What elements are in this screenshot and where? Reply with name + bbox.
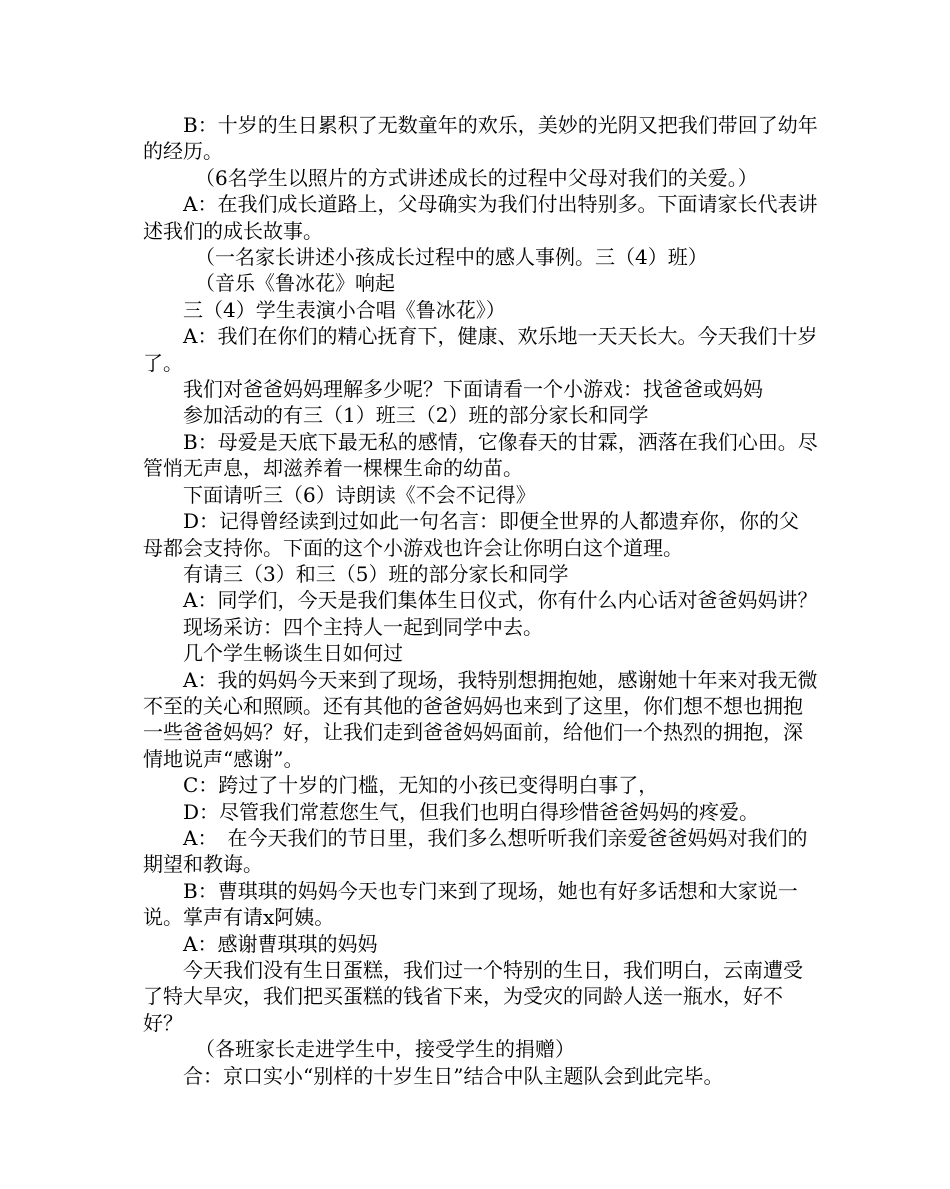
paragraph: 下面请听三（6）诗朗读《不会不记得》: [183, 482, 536, 507]
stage-direction: （音乐《鲁冰花》响起: [195, 271, 395, 296]
paragraph: 现场采访：四个主持人一起到同学中去。: [183, 614, 543, 639]
paragraph: 今天我们没有生日蛋糕，我们过一个特别的生日，我们明白，云南遭受了特大旱灾，我们把买蛋糕的钱省下来，为受灾的同龄人送一瓶水，好不好？: [143, 958, 803, 1035]
document-body: [143, 112, 818, 1089]
paragraph: D：记得曾经读到过如此一句名言：即便全世界的人都遗弃你，你的父母都会支持你。下面的这个小游戏也许会让你明白这个道理。: [143, 509, 800, 560]
paragraph: A：在我们成长道路上，父母确实为我们付出特别多。下面请家长代表讲述我们的成长故事。: [143, 192, 818, 243]
paragraph: 我们对爸爸妈妈理解多少呢？下面请看一个小游戏：找爸爸或妈妈: [183, 377, 763, 402]
paragraph: B：十岁的生日累积了无数童年的欢乐，美妙的光阴又把我们带回了幼年的经历。: [143, 113, 818, 164]
stage-direction: （一名家长讲述小孩成长过程中的感人事例。三（4）班）: [195, 245, 708, 270]
stage-direction: （各班家长走进学生中，接受学生的捐赠）: [195, 1037, 575, 1062]
stage-direction: （6名学生以照片的方式讲述成长的过程中父母对我们的关爱。）: [195, 165, 758, 190]
paragraph: A： 在今天我们的节日里，我们多么想听听我们亲爱爸爸妈妈对我们的期望和教诲。: [143, 825, 808, 877]
paragraph: B：曹琪琪的妈妈今天也专门来到了现场，她也有好多话想和大家说一说。掌声有请x阿姨。: [143, 878, 798, 930]
paragraph: 参加活动的有三（1）班三（2）班的部分家长和同学: [183, 403, 649, 428]
paragraph: 几个学生畅谈生日如何过: [183, 641, 403, 666]
paragraph: 合：京口实小“别样的十岁生日”结合中队主题队会到此完毕。: [183, 1063, 724, 1088]
paragraph: 有请三（3）和三（5）班的部分家长和同学: [183, 561, 569, 586]
paragraph: A：我的妈妈今天来到了现场，我特别想拥抱她，感谢她十年来对我无微不至的关心和照顾。还有其他的爸爸妈妈也来到了这里，你们想不想也拥抱一些爸爸妈妈？好，让我们走到爸爸妈妈面前，给他们一个热烈的拥抱，深情地说声“感谢”。: [143, 667, 818, 771]
paragraph: C：跨过了十岁的门槛，无知的小孩已变得明白事了，: [183, 773, 659, 798]
paragraph: B：母爱是天底下最无私的感情，它像春天的甘霖，洒落在我们心田。尽管悄无声息，却滋养着一棵棵生命的幼苗。: [143, 429, 818, 481]
paragraph: A：我们在你们的精心抚育下，健康、欢乐地一天天长大。今天我们十岁了。: [143, 324, 818, 375]
paragraph: A：感谢曹琪琪的妈妈: [183, 931, 378, 956]
paragraph: 三（4）学生表演小合唱《鲁冰花》）: [183, 297, 506, 322]
paragraph: A：同学们，今天是我们集体生日仪式，你有什么内心话对爸爸妈妈讲？: [183, 588, 818, 613]
paragraph: D：尽管我们常惹您生气，但我们也明白得珍惜爸爸妈妈的疼爱。: [183, 799, 760, 824]
